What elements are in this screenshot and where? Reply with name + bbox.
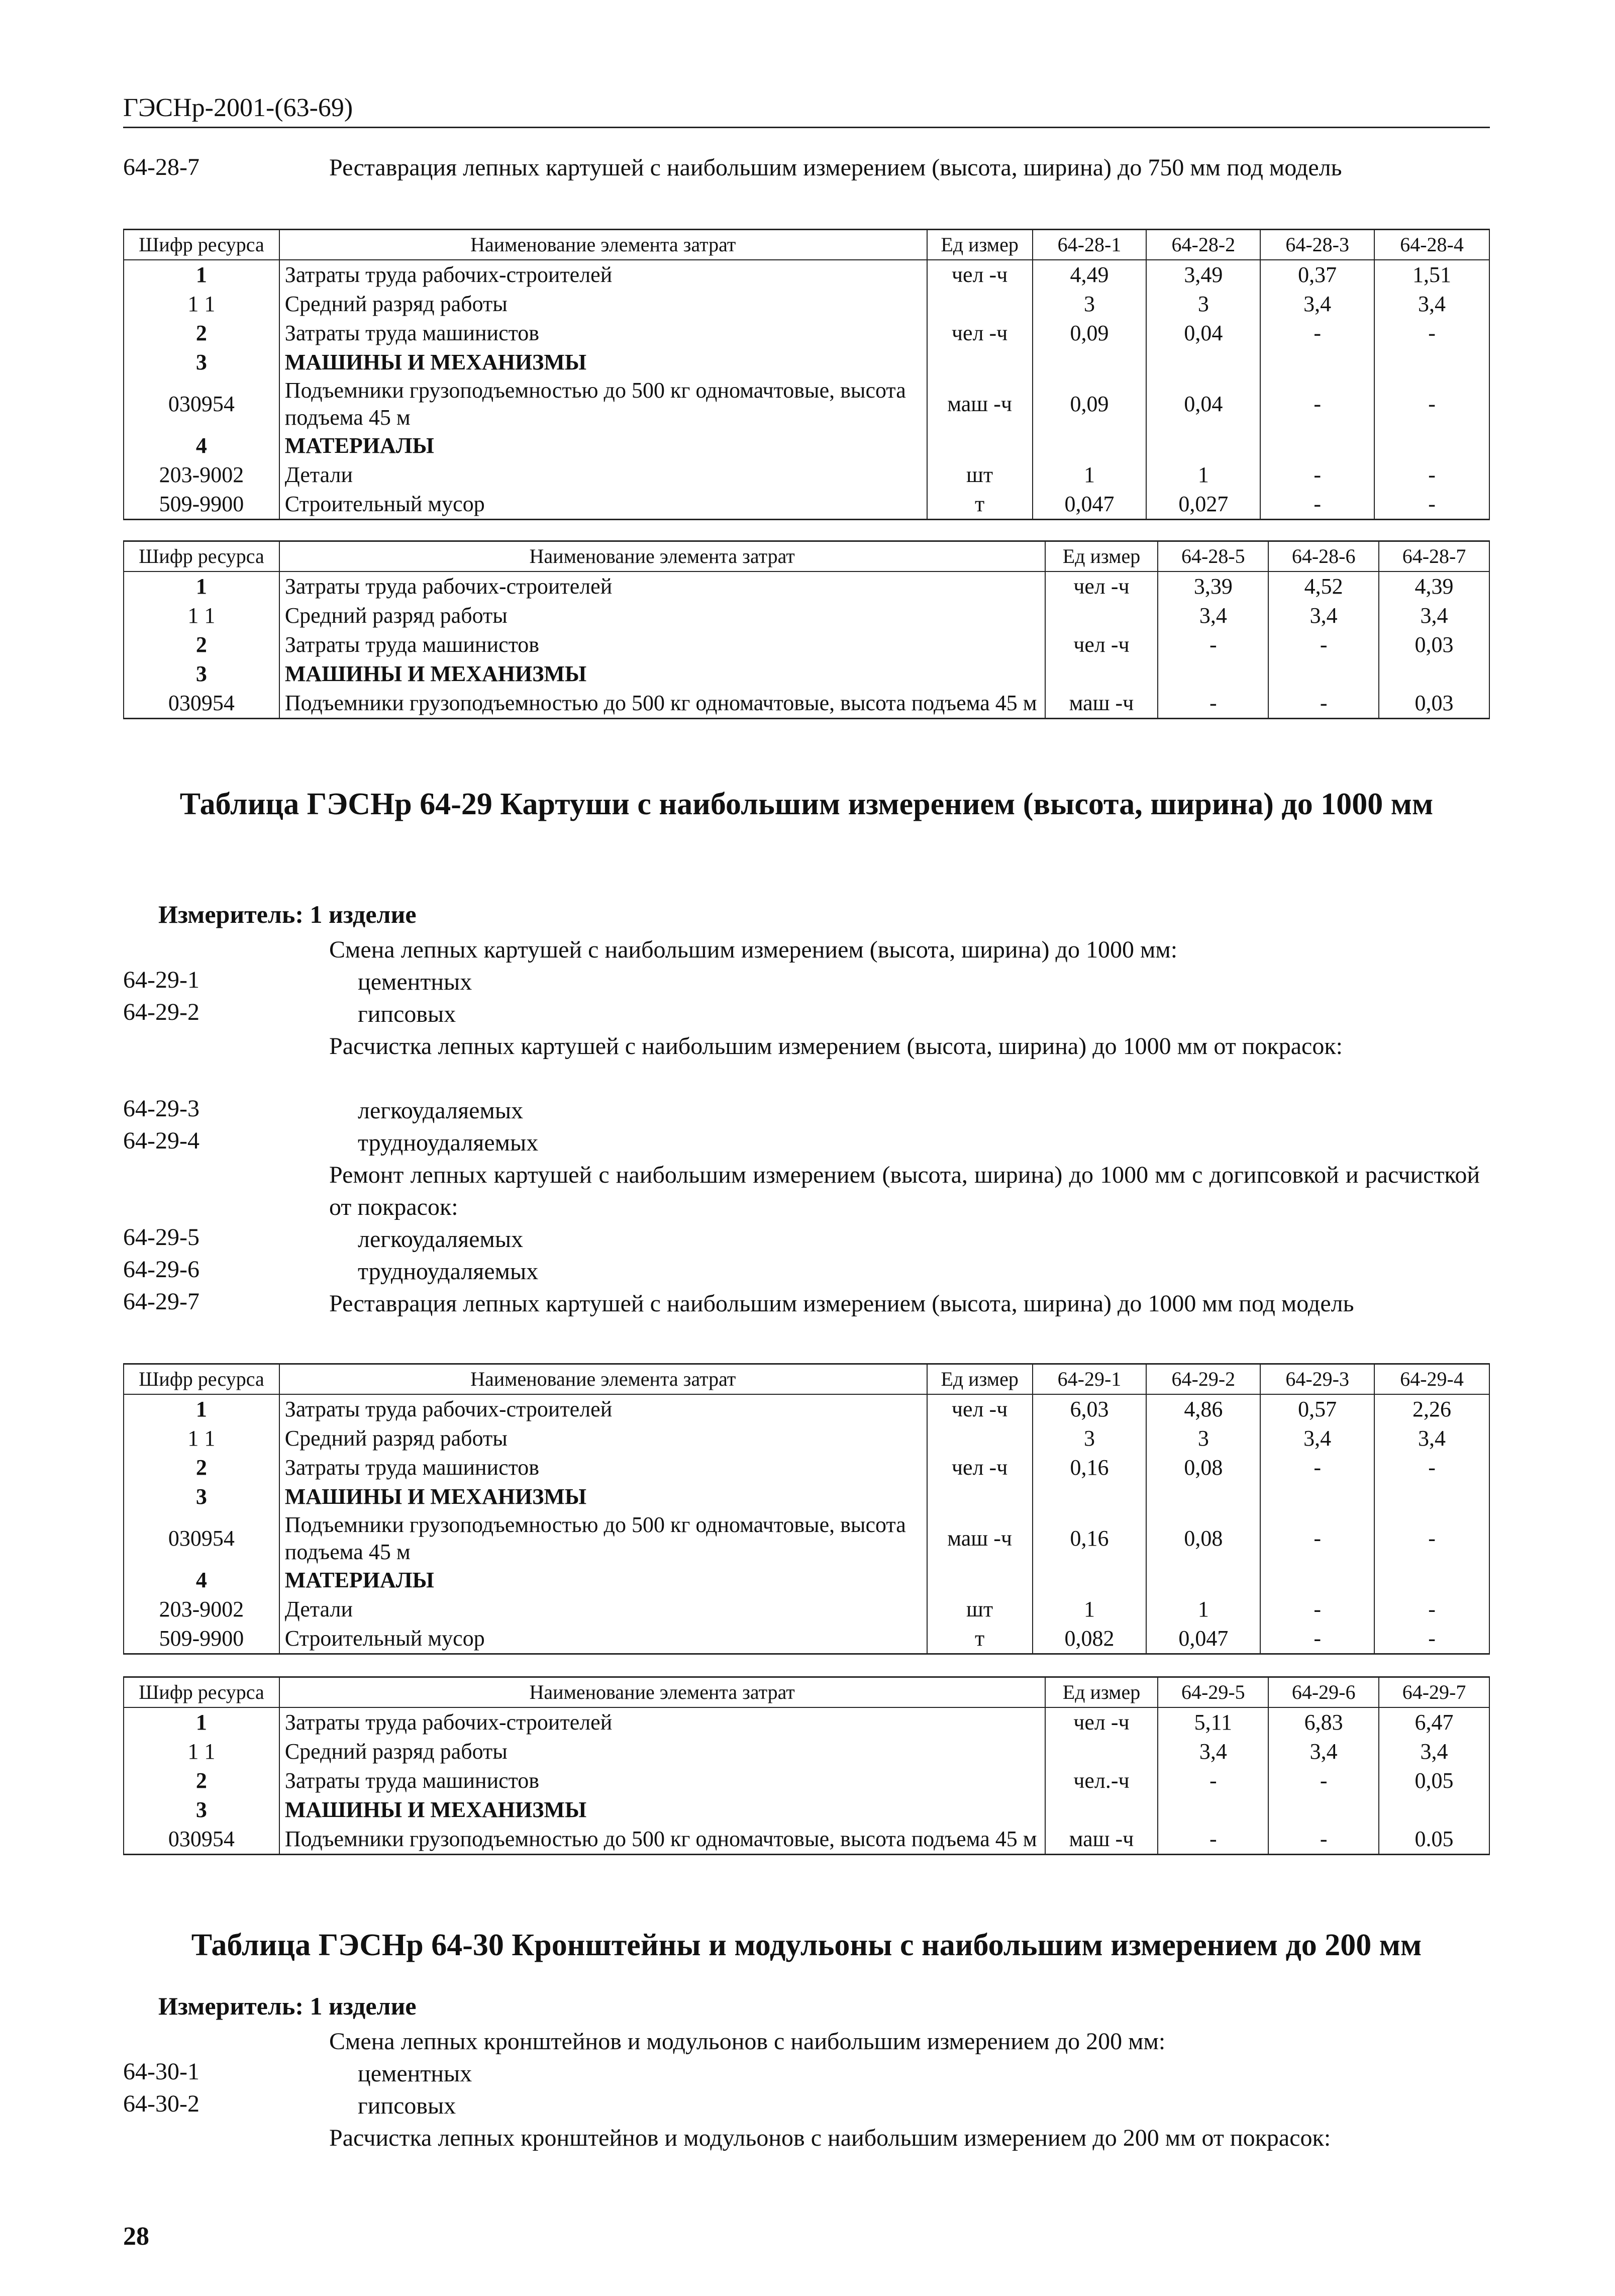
norm-value: - xyxy=(1374,377,1489,431)
norm-value xyxy=(1379,659,1489,689)
table-row xyxy=(124,1795,1489,1825)
cost-name: Затраты труда машинистов xyxy=(279,319,927,348)
header-norm-code: 64-29-7 xyxy=(1379,1677,1489,1708)
norm-value: 0,04 xyxy=(1146,319,1260,348)
norm-value xyxy=(1146,1566,1260,1595)
norm-value xyxy=(1268,659,1379,689)
norm-value: 0,16 xyxy=(1033,1453,1147,1482)
norm-value: 4,49 xyxy=(1033,260,1147,290)
norm-value xyxy=(1146,431,1260,460)
code-64-29-5: 64-29-5 xyxy=(123,1224,199,1251)
norm-value: 3,4 xyxy=(1158,601,1268,630)
code-64-29-3: 64-29-3 xyxy=(123,1095,199,1122)
resource-code: 2 xyxy=(124,319,279,348)
header-norm-code: 64-28-7 xyxy=(1379,541,1489,572)
code-64-29-1: 64-29-1 xyxy=(123,967,199,993)
item-64-29-2: гипсовых xyxy=(358,1001,456,1027)
resource-code: 203-9002 xyxy=(124,460,279,490)
header-resource-code: Шифр ресурса xyxy=(124,1677,279,1708)
top-item-code: 64-28-7 xyxy=(123,154,199,180)
norm-value: 6,03 xyxy=(1033,1394,1147,1424)
norm-value: - xyxy=(1260,1453,1374,1482)
unit: чел -ч xyxy=(927,1394,1033,1424)
norm-value: 0,09 xyxy=(1033,377,1147,431)
code-64-30-1: 64-30-1 xyxy=(123,2058,199,2085)
norm-value: - xyxy=(1374,490,1489,520)
unit xyxy=(927,1424,1033,1453)
norm-value: - xyxy=(1158,1825,1268,1855)
cost-name: Подъемники грузоподъемностью до 500 кг одномачтовые, высота подъема 45 м xyxy=(279,377,927,431)
table-header-row xyxy=(124,1364,1489,1395)
cost-name: Строительный мусор xyxy=(279,1624,927,1654)
cost-name: Подъемники грузоподъемностью до 500 кг одномачтовые, высота подъема 45 м xyxy=(279,1825,1045,1855)
header-norm-code: 64-28-2 xyxy=(1146,230,1260,260)
header-resource-code: Шифр ресурса xyxy=(124,1364,279,1395)
unit: чел -ч xyxy=(1045,1707,1158,1737)
norm-value xyxy=(1033,348,1147,377)
unit: т xyxy=(927,490,1033,520)
running-header: ГЭСНр-2001-(63-69) xyxy=(123,93,353,122)
norm-value: - xyxy=(1158,689,1268,719)
unit: маш -ч xyxy=(1045,1825,1158,1855)
norm-value: 0,047 xyxy=(1146,1624,1260,1654)
resource-code: 3 xyxy=(124,348,279,377)
resource-code: 1 1 xyxy=(124,1737,279,1766)
cost-name: Затраты труда машинистов xyxy=(279,1766,1045,1795)
norm-value: 3,4 xyxy=(1268,1737,1379,1766)
header-cost-name: Наименование элемента затрат xyxy=(279,230,927,260)
norm-value xyxy=(1033,1566,1147,1595)
norm-value: 3 xyxy=(1146,290,1260,319)
norm-value xyxy=(1374,431,1489,460)
table-row xyxy=(124,1424,1489,1453)
table-row xyxy=(124,630,1489,659)
cost-name: Затраты труда рабочих-строителей xyxy=(279,260,927,290)
unit: т xyxy=(927,1624,1033,1654)
norm-value: 1 xyxy=(1146,460,1260,490)
norm-value: - xyxy=(1268,1766,1379,1795)
norm-value: - xyxy=(1260,319,1374,348)
resource-table-64-28-a xyxy=(123,229,1490,520)
norm-value: 0,03 xyxy=(1379,630,1489,659)
cost-name: Затраты труда машинистов xyxy=(279,1453,927,1482)
table-row xyxy=(124,1825,1489,1855)
resource-code: 1 1 xyxy=(124,1424,279,1453)
norm-value: 0,57 xyxy=(1260,1394,1374,1424)
norm-value: - xyxy=(1260,460,1374,490)
norm-value: 3,4 xyxy=(1374,290,1489,319)
norm-value: - xyxy=(1268,630,1379,659)
norm-value: 3 xyxy=(1146,1424,1260,1453)
lead-64-30-clean: Расчистка лепных кронштейнов и модульонов с наибольшим измерением до 200 мм от покрасок: xyxy=(329,2125,1331,2151)
cost-name: Средний разряд работы xyxy=(279,1424,927,1453)
norm-value: 3,4 xyxy=(1158,1737,1268,1766)
resource-code: 1 xyxy=(124,1707,279,1737)
table-row xyxy=(124,1766,1489,1795)
norm-value xyxy=(1033,431,1147,460)
cost-name: Подъемники грузоподъемностью до 500 кг одномачтовые, высота подъема 45 м xyxy=(279,689,1045,719)
header-resource-code: Шифр ресурса xyxy=(124,541,279,572)
code-64-29-4: 64-29-4 xyxy=(123,1127,199,1154)
header-unit: Ед измер xyxy=(1045,1677,1158,1708)
table-row xyxy=(124,377,1489,431)
norm-value: - xyxy=(1374,1595,1489,1624)
norm-value: 2,26 xyxy=(1374,1394,1489,1424)
measure-64-30: Измеритель: 1 изделие xyxy=(158,1992,417,2020)
unit: чел -ч xyxy=(1045,630,1158,659)
norm-value: - xyxy=(1374,319,1489,348)
header-unit: Ед измер xyxy=(927,230,1033,260)
norm-value: - xyxy=(1268,1825,1379,1855)
unit xyxy=(1045,1795,1158,1825)
header-cost-name: Наименование элемента затрат xyxy=(279,541,1045,572)
cost-name: МАШИНЫ И МЕХАНИЗМЫ xyxy=(279,1482,927,1511)
cost-name: Затраты труда рабочих-строителей xyxy=(279,1707,1045,1737)
resource-code: 1 xyxy=(124,260,279,290)
cost-name: Строительный мусор xyxy=(279,490,927,520)
unit: маш -ч xyxy=(927,1511,1033,1566)
norm-value: 0,027 xyxy=(1146,490,1260,520)
table-row xyxy=(124,1707,1489,1737)
code-64-29-6: 64-29-6 xyxy=(123,1256,199,1283)
table-row xyxy=(124,1394,1489,1424)
item-64-30-1: цементных xyxy=(358,2060,472,2087)
unit xyxy=(927,290,1033,319)
table-row xyxy=(124,1482,1489,1511)
norm-value xyxy=(1158,1795,1268,1825)
resource-code: 030954 xyxy=(124,1825,279,1855)
lead-64-30-replace: Смена лепных кронштейнов и модульонов с наибольшим измерением до 200 мм: xyxy=(329,2028,1166,2055)
cost-name: Затраты труда рабочих-строителей xyxy=(279,571,1045,601)
unit: шт xyxy=(927,460,1033,490)
header-cost-name: Наименование элемента затрат xyxy=(279,1677,1045,1708)
measure-64-29: Измеритель: 1 изделие xyxy=(158,900,417,928)
norm-value: - xyxy=(1268,689,1379,719)
table-row xyxy=(124,319,1489,348)
resource-code: 1 1 xyxy=(124,601,279,630)
resource-code: 2 xyxy=(124,1453,279,1482)
resource-code: 509-9900 xyxy=(124,490,279,520)
cost-name: Детали xyxy=(279,460,927,490)
norm-value: 4,52 xyxy=(1268,571,1379,601)
norm-value xyxy=(1379,1795,1489,1825)
resource-code: 030954 xyxy=(124,689,279,719)
norm-value: 0,37 xyxy=(1260,260,1374,290)
resource-code: 1 xyxy=(124,1394,279,1424)
norm-value xyxy=(1146,348,1260,377)
norm-value: 1,51 xyxy=(1374,260,1489,290)
norm-value: 0,082 xyxy=(1033,1624,1147,1654)
table-row xyxy=(124,1453,1489,1482)
norm-value xyxy=(1260,1482,1374,1511)
norm-value xyxy=(1374,1566,1489,1595)
unit: шт xyxy=(927,1595,1033,1624)
item-64-29-6: трудноудаляемых xyxy=(358,1258,539,1285)
table-row xyxy=(124,601,1489,630)
item-64-29-3: легкоудаляемых xyxy=(358,1097,524,1124)
norm-value: 3 xyxy=(1033,1424,1147,1453)
norm-value: - xyxy=(1260,490,1374,520)
unit: чел.-ч xyxy=(1045,1766,1158,1795)
header-norm-code: 64-28-4 xyxy=(1374,230,1489,260)
header-norm-code: 64-28-6 xyxy=(1268,541,1379,572)
norm-value: - xyxy=(1374,1511,1489,1566)
unit: маш -ч xyxy=(1045,689,1158,719)
norm-value xyxy=(1260,348,1374,377)
norm-value xyxy=(1268,1795,1379,1825)
cost-name: Средний разряд работы xyxy=(279,1737,1045,1766)
resource-code: 2 xyxy=(124,630,279,659)
norm-value: 3,49 xyxy=(1146,260,1260,290)
table-header-row xyxy=(124,541,1489,572)
table-row xyxy=(124,1624,1489,1654)
header-unit: Ед измер xyxy=(1045,541,1158,572)
table-row xyxy=(124,659,1489,689)
header-resource-code: Шифр ресурса xyxy=(124,230,279,260)
unit: чел -ч xyxy=(927,1453,1033,1482)
resource-code: 4 xyxy=(124,1566,279,1595)
cost-name: МАШИНЫ И МЕХАНИЗМЫ xyxy=(279,1795,1045,1825)
norm-value: 1 xyxy=(1033,1595,1147,1624)
item-64-29-4: трудноудаляемых xyxy=(358,1129,539,1156)
code-64-29-2: 64-29-2 xyxy=(123,999,199,1025)
norm-value: - xyxy=(1260,377,1374,431)
norm-value: 1 xyxy=(1033,460,1147,490)
table-row xyxy=(124,571,1489,601)
norm-value: - xyxy=(1374,1453,1489,1482)
norm-value: - xyxy=(1374,1624,1489,1654)
lead-64-29-replace: Смена лепных картушей с наибольшим измерением (высота, ширина) до 1000 мм: xyxy=(329,936,1178,963)
resource-code: 3 xyxy=(124,1482,279,1511)
table-row xyxy=(124,1737,1489,1766)
resource-table-64-29-a xyxy=(123,1363,1490,1655)
table-row xyxy=(124,490,1489,520)
code-64-30-2: 64-30-2 xyxy=(123,2090,199,2117)
unit xyxy=(1045,659,1158,689)
unit xyxy=(927,348,1033,377)
cost-name: Средний разряд работы xyxy=(279,601,1045,630)
unit xyxy=(927,1566,1033,1595)
cost-name: Средний разряд работы xyxy=(279,290,927,319)
norm-value: 4,39 xyxy=(1379,571,1489,601)
norm-value: 0,09 xyxy=(1033,319,1147,348)
norm-value: - xyxy=(1374,460,1489,490)
norm-value: 3,4 xyxy=(1379,601,1489,630)
unit xyxy=(1045,1737,1158,1766)
header-norm-code: 64-29-2 xyxy=(1146,1364,1260,1395)
table-row xyxy=(124,348,1489,377)
norm-value: - xyxy=(1260,1624,1374,1654)
header-norm-code: 64-28-1 xyxy=(1033,230,1147,260)
header-cost-name: Наименование элемента затрат xyxy=(279,1364,927,1395)
header-norm-code: 64-29-3 xyxy=(1260,1364,1374,1395)
norm-value: 6,47 xyxy=(1379,1707,1489,1737)
unit: чел -ч xyxy=(927,319,1033,348)
table-row xyxy=(124,431,1489,460)
header-rule xyxy=(123,127,1490,128)
top-item-text: Реставрация лепных картушей с наибольшим измерением (высота, ширина) до 750 мм под модель xyxy=(329,154,1342,181)
resource-table-64-29-b xyxy=(123,1676,1490,1855)
cost-name: Подъемники грузоподъемностью до 500 кг одномачтовые, высота подъема 45 м xyxy=(279,1511,927,1566)
table-row xyxy=(124,1511,1489,1566)
norm-value: 0,047 xyxy=(1033,490,1147,520)
norm-value xyxy=(1374,1482,1489,1511)
resource-code: 4 xyxy=(124,431,279,460)
norm-value: - xyxy=(1158,1766,1268,1795)
norm-value: 3 xyxy=(1033,290,1147,319)
norm-value xyxy=(1260,431,1374,460)
table-row xyxy=(124,460,1489,490)
norm-value xyxy=(1033,1482,1147,1511)
cost-name: МАШИНЫ И МЕХАНИЗМЫ xyxy=(279,348,927,377)
cost-name: Затраты труда машинистов xyxy=(279,630,1045,659)
norm-value: 0,08 xyxy=(1146,1511,1260,1566)
norm-value: 0.05 xyxy=(1379,1825,1489,1855)
header-unit: Ед измер xyxy=(927,1364,1033,1395)
unit: маш -ч xyxy=(927,377,1033,431)
unit xyxy=(927,431,1033,460)
cost-name: МАШИНЫ И МЕХАНИЗМЫ xyxy=(279,659,1045,689)
resource-code: 203-9002 xyxy=(124,1595,279,1624)
table-row xyxy=(124,290,1489,319)
table-title-64-29: Таблица ГЭСНр 64-29 Картуши с наибольшим измерением (высота, ширина) до 1000 мм xyxy=(179,787,1434,821)
norm-value: 0,08 xyxy=(1146,1453,1260,1482)
resource-code: 1 xyxy=(124,571,279,601)
item-64-30-2: гипсовых xyxy=(358,2092,456,2119)
table-row xyxy=(124,1595,1489,1624)
norm-value: 0,03 xyxy=(1379,689,1489,719)
item-64-29-1: цементных xyxy=(358,969,472,995)
code-64-29-7: 64-29-7 xyxy=(123,1288,199,1315)
header-norm-code: 64-29-6 xyxy=(1268,1677,1379,1708)
norm-value xyxy=(1260,1566,1374,1595)
table-row xyxy=(124,1566,1489,1595)
table-row xyxy=(124,689,1489,719)
norm-value: 0,04 xyxy=(1146,377,1260,431)
header-norm-code: 64-29-1 xyxy=(1033,1364,1147,1395)
page-number: 28 xyxy=(123,2222,149,2251)
norm-value: - xyxy=(1260,1511,1374,1566)
table-row xyxy=(124,260,1489,290)
resource-code: 3 xyxy=(124,659,279,689)
item-64-29-5: легкоудаляемых xyxy=(358,1226,524,1253)
norm-value: 6,83 xyxy=(1268,1707,1379,1737)
norm-value xyxy=(1374,348,1489,377)
cost-name: Затраты труда рабочих-строителей xyxy=(279,1394,927,1424)
resource-table-64-28-b xyxy=(123,540,1490,719)
item-64-29-7: Реставрация лепных картушей с наибольшим измерением (высота, ширина) до 1000 мм под модель xyxy=(329,1290,1354,1317)
cost-name: МАТЕРИАЛЫ xyxy=(279,1566,927,1595)
resource-code: 1 1 xyxy=(124,290,279,319)
unit: чел -ч xyxy=(1045,571,1158,601)
resource-code: 030954 xyxy=(124,377,279,431)
resource-code: 3 xyxy=(124,1795,279,1825)
norm-value: - xyxy=(1260,1595,1374,1624)
lead-64-29-clean: Расчистка лепных картушей с наибольшим измерением (высота, ширина) до 1000 мм от покрасок: xyxy=(329,1033,1343,1060)
norm-value xyxy=(1158,659,1268,689)
norm-value: 3,4 xyxy=(1260,1424,1374,1453)
norm-value: 3,4 xyxy=(1379,1737,1489,1766)
norm-value: 3,39 xyxy=(1158,571,1268,601)
header-norm-code: 64-29-4 xyxy=(1374,1364,1489,1395)
norm-value: 0,05 xyxy=(1379,1766,1489,1795)
header-norm-code: 64-29-5 xyxy=(1158,1677,1268,1708)
norm-value: 3,4 xyxy=(1268,601,1379,630)
cost-name: МАТЕРИАЛЫ xyxy=(279,431,927,460)
lead-64-29-repair: Ремонт лепных картушей с наибольшим измерением (высота, ширина) до 1000 мм с догипсовкой и расчисткой от покрасок: xyxy=(329,1162,1480,1220)
header-norm-code: 64-28-3 xyxy=(1260,230,1374,260)
norm-value: 3,4 xyxy=(1374,1424,1489,1453)
norm-value xyxy=(1146,1482,1260,1511)
norm-value: - xyxy=(1158,630,1268,659)
table-header-row xyxy=(124,1677,1489,1708)
table-header-row xyxy=(124,230,1489,260)
unit xyxy=(927,1482,1033,1511)
unit: чел -ч xyxy=(927,260,1033,290)
resource-code: 509-9900 xyxy=(124,1624,279,1654)
table-title-64-30: Таблица ГЭСНр 64-30 Кронштейны и модульоны с наибольшим измерением до 200 мм xyxy=(191,1928,1422,1962)
norm-value: 5,11 xyxy=(1158,1707,1268,1737)
cost-name: Детали xyxy=(279,1595,927,1624)
unit xyxy=(1045,601,1158,630)
resource-code: 030954 xyxy=(124,1511,279,1566)
norm-value: 1 xyxy=(1146,1595,1260,1624)
header-norm-code: 64-28-5 xyxy=(1158,541,1268,572)
norm-value: 0,16 xyxy=(1033,1511,1147,1566)
resource-code: 2 xyxy=(124,1766,279,1795)
norm-value: 3,4 xyxy=(1260,290,1374,319)
norm-value: 4,86 xyxy=(1146,1394,1260,1424)
